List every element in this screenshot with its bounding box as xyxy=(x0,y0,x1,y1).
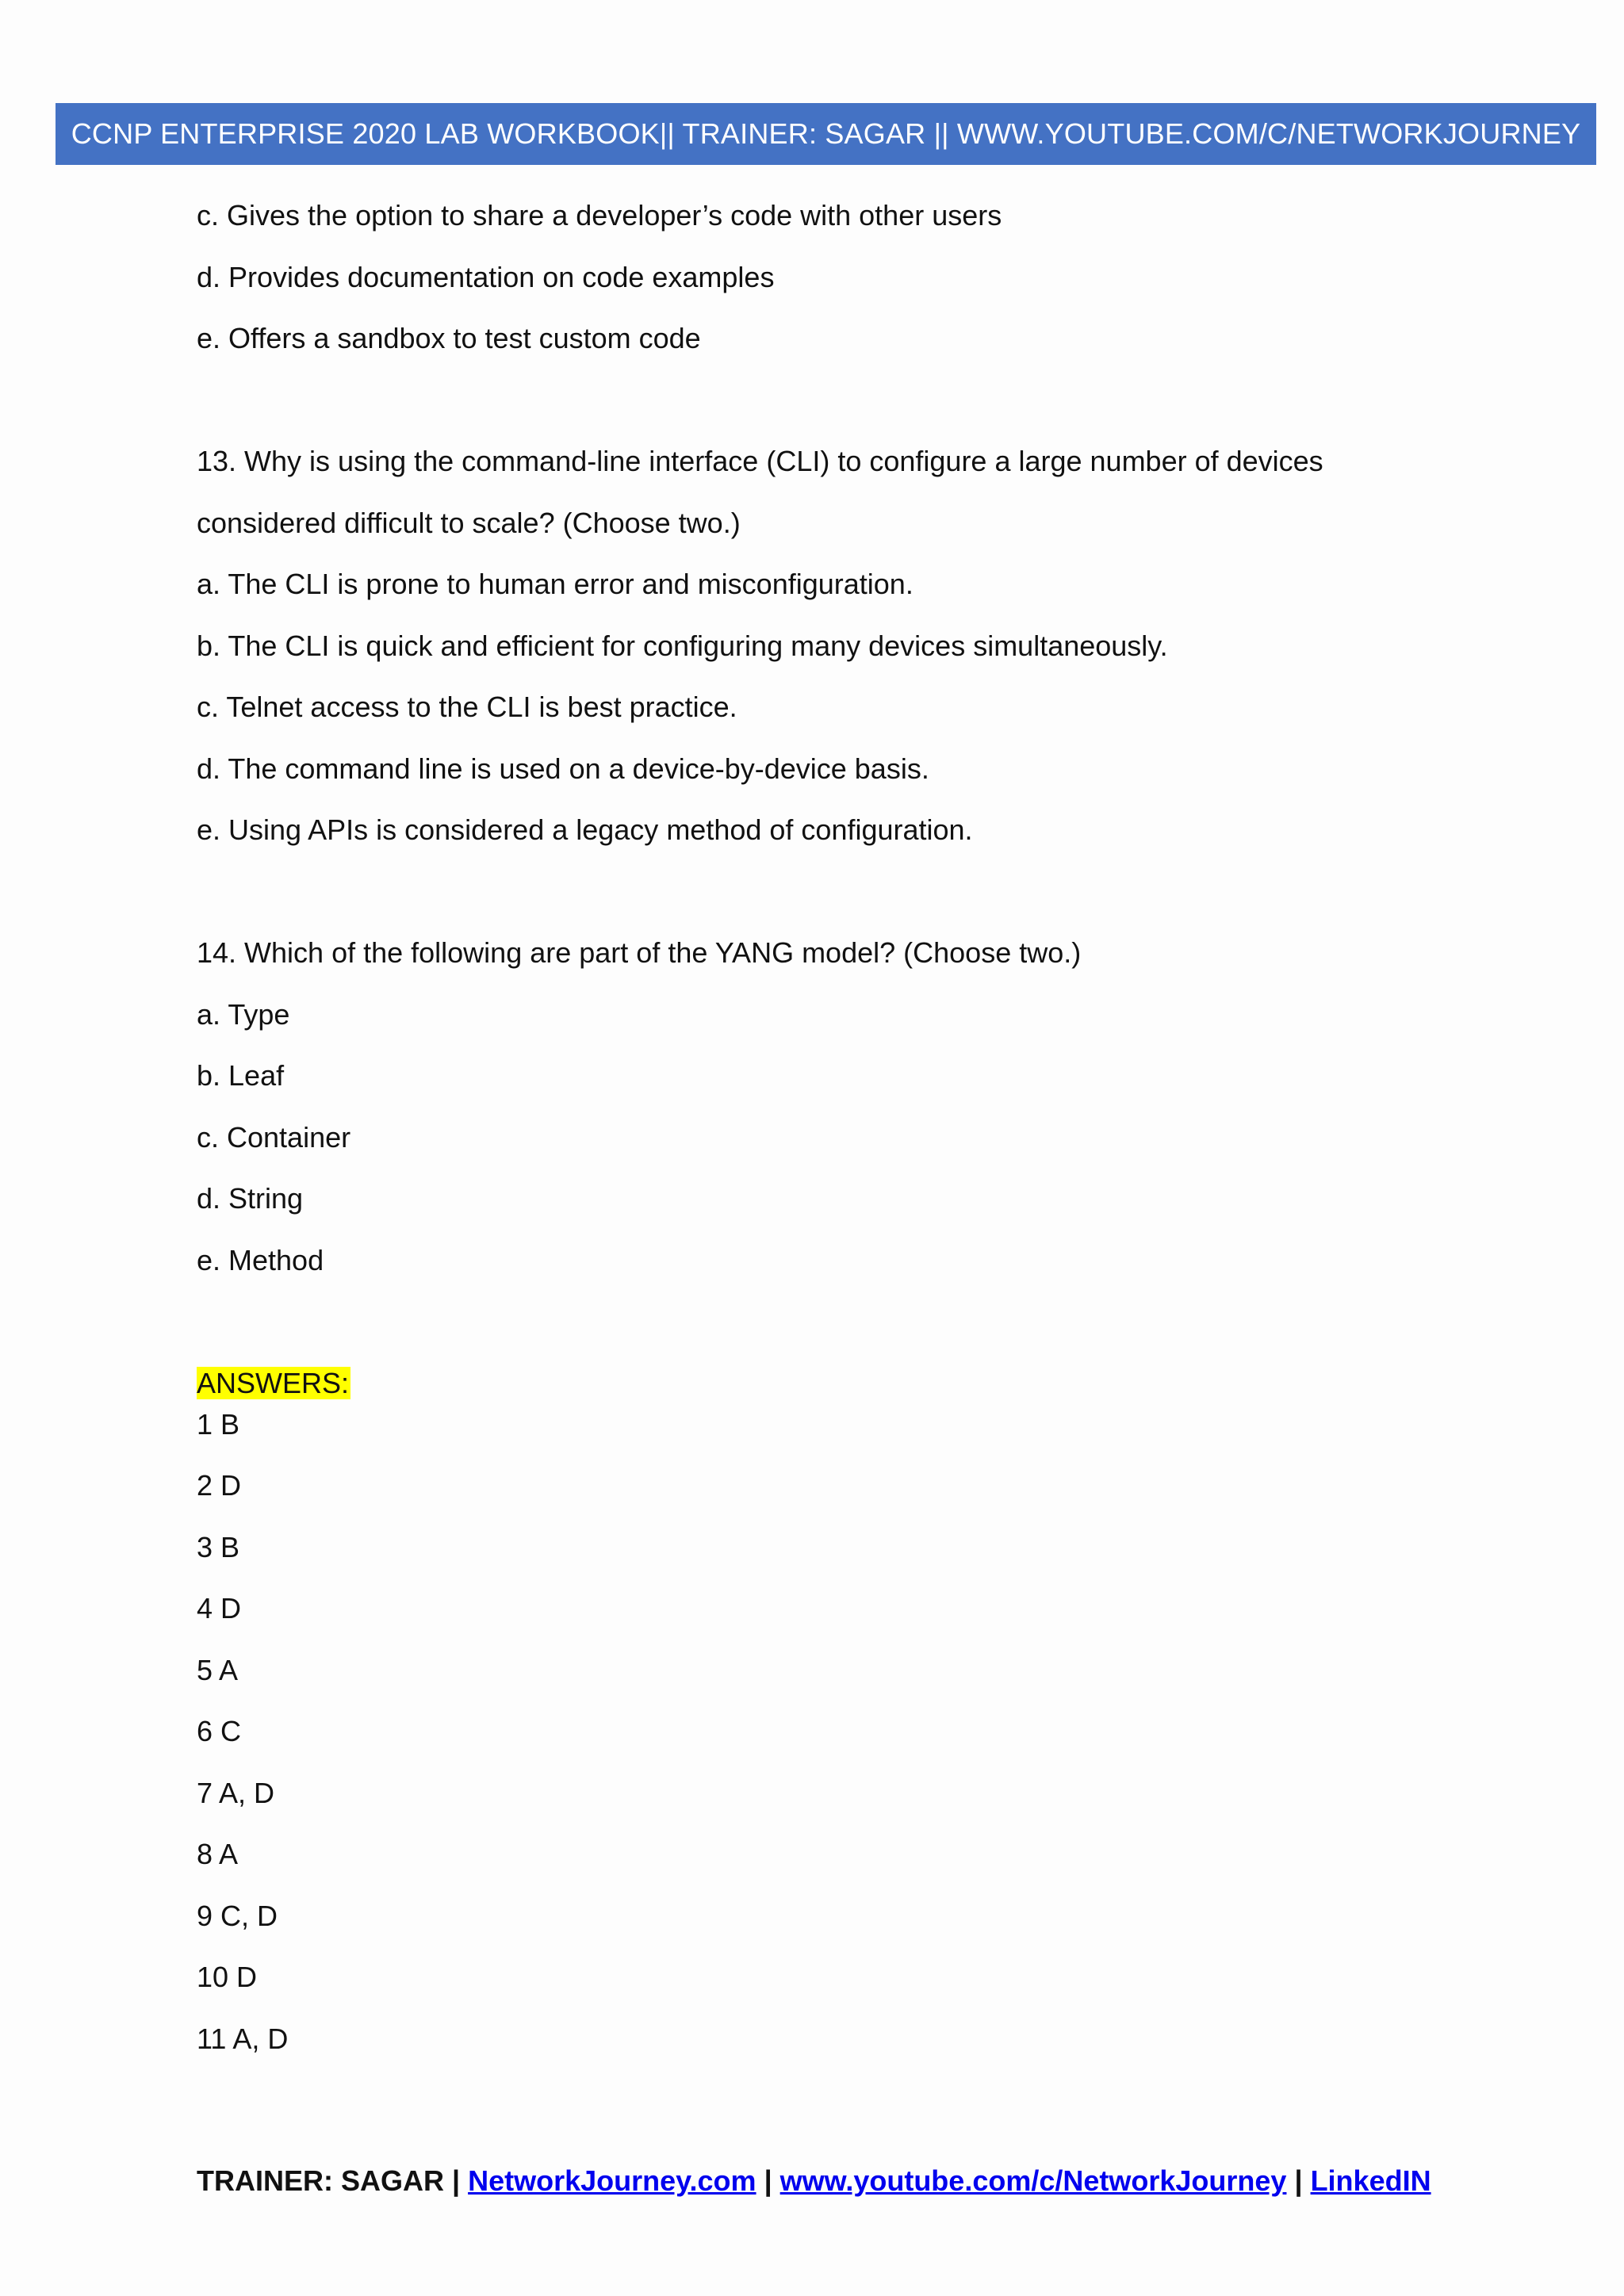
q13-option-d: d. The command line is used on a device-by-device basis. xyxy=(197,752,929,785)
footer-link-linkedin[interactable]: LinkedIN xyxy=(1310,2164,1431,2197)
q12-option-d: d. Provides documentation on code examples xyxy=(197,260,775,293)
q14-option-e: e. Method xyxy=(197,1243,324,1276)
q14-option-b: b. Leaf xyxy=(197,1059,285,1092)
footer-separator: | xyxy=(764,2164,772,2197)
answer-item: 11 A, D xyxy=(197,2022,289,2055)
q13-option-c: c. Telnet access to the CLI is best practice. xyxy=(197,691,737,723)
document-body xyxy=(197,198,1545,2083)
answer-item: 10 D xyxy=(197,1961,258,1993)
answer-item: 9 C, D xyxy=(197,1899,278,1932)
spacer xyxy=(197,1304,1545,1366)
answer-item: 3 B xyxy=(197,1530,240,1563)
answers-heading xyxy=(197,1366,350,1407)
q12-option-e: e. Offers a sandbox to test custom code xyxy=(197,322,701,354)
answer-item: 1 B xyxy=(197,1407,240,1441)
page-footer xyxy=(197,2164,1431,2198)
q13-question-line2: considered difficult to scale? (Choose two.) xyxy=(197,506,741,539)
footer-link-networkjourney[interactable]: NetworkJourney.com xyxy=(468,2164,756,2197)
footer-separator: | xyxy=(452,2164,461,2197)
q12-option-c: c. Gives the option to share a developer’s code with other users xyxy=(197,199,1002,232)
q14-option-a: a. Type xyxy=(197,997,290,1031)
footer-link-youtube[interactable]: www.youtube.com/c/NetworkJourney xyxy=(779,2164,1287,2197)
footer-separator: | xyxy=(1294,2164,1303,2197)
answers-heading-text: ANSWERS: xyxy=(197,1366,350,1399)
spacer xyxy=(197,383,1545,445)
q13-option-a: a. The CLI is prone to human error and misconfiguration. xyxy=(197,568,914,600)
answer-item: 2 D xyxy=(197,1469,242,1502)
spacer xyxy=(197,874,1545,936)
q13-option-b: b. The CLI is quick and efficient for configuring many devices simultaneously. xyxy=(197,629,1168,662)
q14-option-c: c. Container xyxy=(197,1120,351,1154)
q13-option-e: e. Using APIs is considered a legacy method of configuration. xyxy=(197,813,973,846)
answer-item: 7 A, D xyxy=(197,1776,275,1809)
q13-question-line1: 13. Why is using the command-line interface (CLI) to configure a large number of devices xyxy=(197,445,1323,477)
footer-trainer: TRAINER: SAGAR xyxy=(197,2164,444,2197)
answer-item: 6 C xyxy=(197,1715,242,1747)
answer-item: 5 A xyxy=(197,1653,239,1686)
answer-item: 8 A xyxy=(197,1838,239,1870)
q14-option-d: d. String xyxy=(197,1182,304,1215)
q14-question: 14. Which of the following are part of the YANG model? (Choose two.) xyxy=(197,936,1082,969)
page-header: CCNP ENTERPRISE 2020 LAB WORKBOOK|| TRAINER: SAGAR || WWW.YOUTUBE.COM/C/NETWORKJOURNEY xyxy=(56,103,1596,165)
answer-item: 4 D xyxy=(197,1592,242,1624)
